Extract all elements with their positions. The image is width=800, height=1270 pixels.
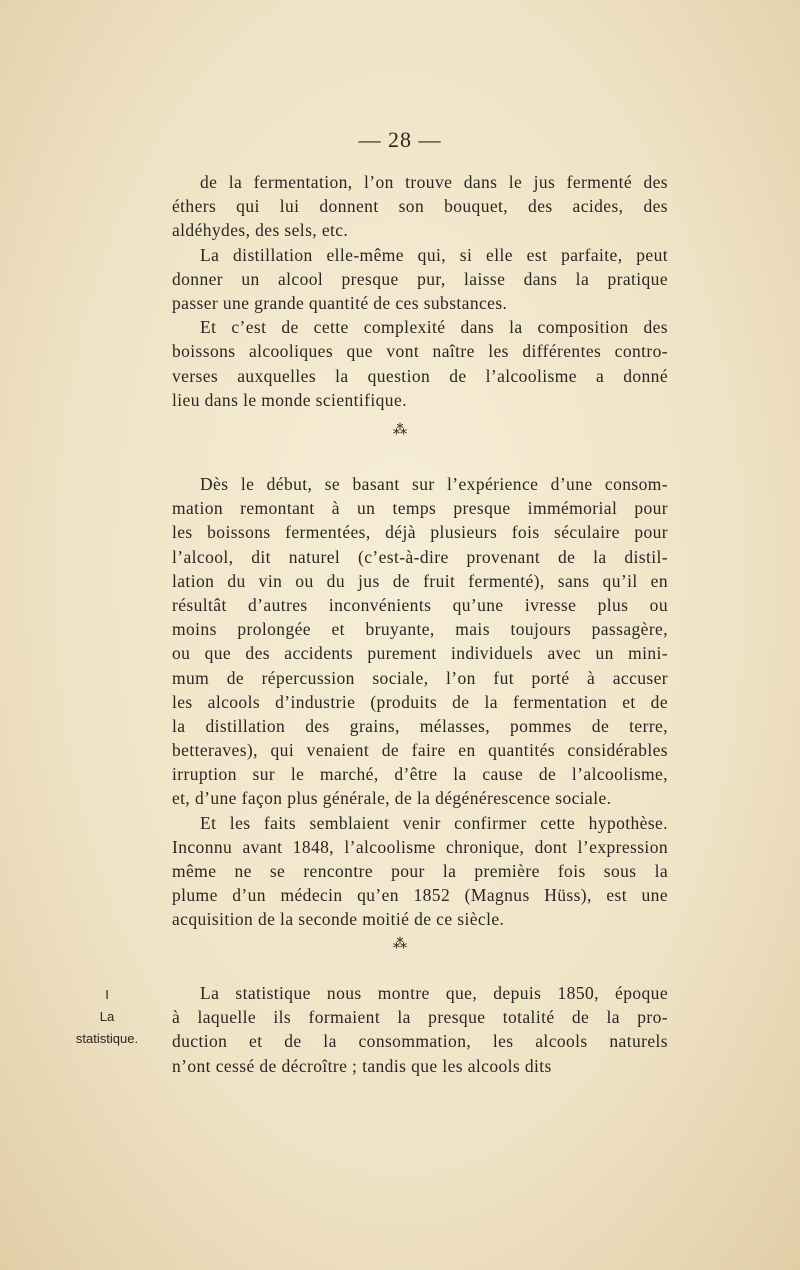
text-line: ou que des accidents purement individuels avec un mini- bbox=[172, 643, 668, 664]
margin-note-line: La bbox=[99, 1009, 115, 1024]
text-line: éthers qui lui donnent son bouquet, des acides, des bbox=[172, 196, 668, 217]
text-line: les boissons fermentées, déjà plusieurs fois séculaire pour bbox=[172, 522, 668, 543]
text-line: lieu dans le monde scientifique. bbox=[172, 389, 407, 410]
text-line: La statistique nous montre que, depuis 1850, époque bbox=[200, 983, 668, 1003]
text-line: acquisition de la seconde moitié de ce siècle. bbox=[172, 909, 505, 930]
margin-note-line: statistique. bbox=[75, 1031, 139, 1046]
text-line: les alcools d’industrie (produits de la fermentation et de bbox=[172, 691, 668, 712]
page-number: — 28 — bbox=[358, 127, 442, 152]
text-line: résultât d’autres inconvénients qu’une ivresse plus ou bbox=[172, 594, 668, 615]
asterism-separator: ⁂ bbox=[393, 423, 407, 438]
text-line: à laquelle ils formaient la presque totalité de la pro- bbox=[172, 1007, 668, 1028]
text-line: et, d’une façon plus générale, de la dégénérescence sociale. bbox=[172, 788, 612, 809]
text-section-middle bbox=[172, 472, 668, 932]
text-line: betteraves), qui venaient de faire en quantités considérables bbox=[172, 740, 668, 761]
text-line: aldéhydes, des sels, etc. bbox=[172, 220, 349, 241]
text-line: duction et de la consommation, les alcools naturels bbox=[172, 1031, 668, 1052]
text-line: boissons alcooliques que vont naître les différentes contro- bbox=[172, 341, 668, 362]
text-line: passer une grande quantité de ces substances. bbox=[172, 292, 508, 313]
text-line: plume d’un médecin qu’en 1852 (Magnus Hüss), est une bbox=[172, 885, 668, 906]
text-line: moins prolongée et bruyante, mais toujours passagère, bbox=[172, 619, 668, 640]
text-line: mum de répercussion sociale, l’on fut porté à accuser bbox=[172, 667, 668, 688]
text-line: verses auxquelles la question de l’alcoolisme a donné bbox=[172, 365, 668, 386]
text-line: même ne se rencontre pour la première fois sous la bbox=[172, 861, 668, 881]
text-line: irruption sur le marché, d’être la cause de l’alcoolisme, bbox=[172, 764, 668, 785]
text-line: l’alcool, dit naturel (c’est-à-dire provenant de la distil- bbox=[172, 546, 668, 567]
text-line: la distillation des grains, mélasses, pommes de terre, bbox=[172, 715, 668, 736]
margin-note bbox=[52, 984, 162, 1050]
text-line: lation du vin ou du jus de fruit fermenté), sans qu’il en bbox=[172, 570, 668, 591]
text-line: Et les faits semblaient venir confirmer cette hypothèse. bbox=[200, 812, 668, 833]
text-line: donner un alcool presque pur, laisse dans la pratique bbox=[172, 268, 668, 289]
text-section-bottom bbox=[172, 981, 668, 1078]
text-section-top bbox=[172, 170, 668, 412]
text-line: Dès le début, se basant sur l’expérience d’une consom- bbox=[200, 474, 668, 494]
text-line: n’ont cessé de décroître ; tandis que les alcools dits bbox=[172, 1055, 552, 1076]
text-line: de la fermentation, l’on trouve dans le jus fermenté des bbox=[200, 172, 668, 192]
text-line: mation remontant à un temps presque immémorial pour bbox=[172, 498, 668, 519]
text-line: Inconnu avant 1848, l’alcoolisme chronique, dont l’expression bbox=[172, 836, 668, 857]
margin-note-number: I bbox=[105, 987, 109, 1002]
text-line: La distillation elle-même qui, si elle est parfaite, peut bbox=[200, 244, 668, 265]
asterism-separator: ⁂ bbox=[393, 937, 407, 952]
text-line: Et c’est de cette complexité dans la composition des bbox=[200, 317, 668, 338]
